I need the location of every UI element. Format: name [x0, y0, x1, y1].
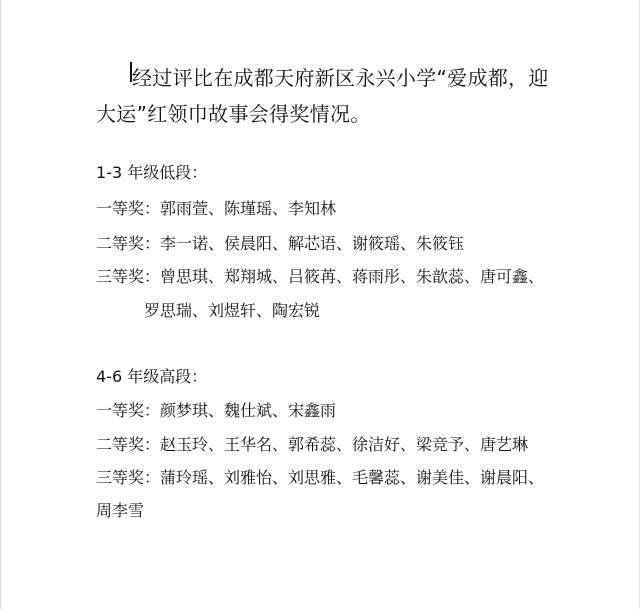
low-second-prize-row [96, 233, 464, 255]
prize-label: 三等奖： [96, 267, 161, 286]
prize-names: 赵玉玲、王华名、郭希蕊、徐洁好、梁竞予、唐艺琳 [160, 435, 529, 454]
prize-label: 一等奖： [96, 401, 161, 420]
prize-label: 一等奖： [96, 199, 161, 218]
high-second-prize-row [96, 434, 528, 456]
section-title-high: 4-6 年级高段： [96, 367, 208, 386]
low-first-prize-row [96, 198, 336, 220]
prize-label: 三等奖： [96, 468, 161, 487]
prize-names: 李一诺、侯晨阳、解芯语、谢筱瑶、朱筱钰 [160, 234, 465, 253]
intro-paragraph[interactable] [96, 60, 566, 132]
low-third-prize-row [96, 266, 544, 288]
high-third-prize-continuation: 周李雪 [96, 501, 145, 520]
high-third-prize-row [96, 467, 544, 489]
prize-label: 二等奖： [96, 435, 161, 454]
prize-names: 蒲玲瑶、刘雅怡、刘思雅、毛馨蕊、谢美佳、谢晨阳、 [160, 468, 545, 487]
prize-label: 二等奖： [96, 234, 161, 253]
prize-names: 曾思琪、郑翔城、吕筱苒、蒋雨彤、朱歆蕊、唐可鑫、 [160, 267, 545, 286]
prize-names: 颜梦琪、魏仕斌、宋鑫雨 [160, 401, 337, 420]
section-title-low: 1-3 年级低段： [96, 163, 208, 182]
text-cursor [130, 62, 132, 82]
page-left-edge [0, 0, 1, 609]
low-third-prize-continuation: 罗思瑞、刘煜轩、陶宏锐 [144, 301, 321, 320]
high-first-prize-row [96, 400, 336, 422]
prize-names: 郭雨萱、陈瑾瑶、李知林 [160, 199, 337, 218]
intro-text: 经过评比在成都天府新区永兴小学“爱成都，迎大运”红领巾故事会得奖情况。 [96, 66, 549, 126]
